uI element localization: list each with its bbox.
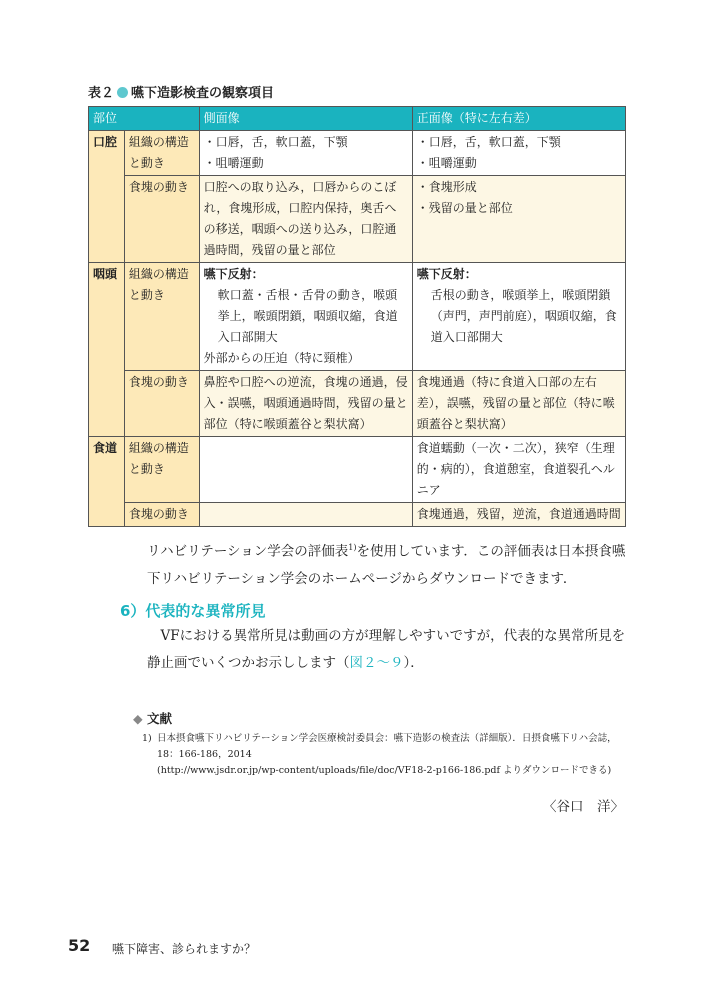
table-row (89, 437, 626, 503)
lateral-cell: 鼻腔や口腔への逆流，食塊の通過，侵入・誤嚥，咽頭通過時間，残留の量と部位（特に喉頭蓋谷と梨状窩） (199, 371, 412, 437)
line: ・咀嚼運動 (203, 156, 264, 170)
item-cell: 食塊の動き (124, 371, 199, 437)
frontal-cell: 食塊通過，残留，逆流，食道通過時間 (412, 503, 625, 527)
table-row (89, 263, 626, 371)
reference-number: 1) (142, 733, 152, 744)
detail: 軟口蓋・舌根・舌骨の動き，喉頭挙上，喉頭閉鎖，咽頭収縮，食道入口部開大 (217, 288, 398, 344)
item-cell: 食塊の動き (124, 176, 199, 263)
part-cell: 咽頭 (89, 263, 125, 437)
reference-url[interactable]: (http://www.jsdr.or.jp/wp-content/uploads/file/doc/VF18-2-p166-186.pdf よりダウンロードできる) (157, 765, 612, 776)
running-title: 嚥下障害、診られますか？ (112, 942, 257, 956)
frontal-cell (412, 131, 625, 176)
text: を使用しています．この評価表は日本摂食嚥下リハビリテーション学会のホームページからダウンロードできます． (147, 543, 626, 587)
section-heading: 6）代表的な異常所見 (120, 602, 266, 620)
lateral-cell (199, 503, 412, 527)
citation-sup[interactable]: 1) (348, 543, 357, 552)
label: 嚥下反射： (416, 267, 477, 281)
lateral-cell (199, 131, 412, 176)
lateral-cell (199, 437, 412, 503)
text: ）． (403, 655, 424, 671)
heading-text: 文献 (146, 711, 172, 726)
header-part: 部位 (89, 107, 200, 131)
line: ・口唇，舌，軟口蓋，下顎 (416, 135, 561, 149)
paragraph-1 (147, 534, 627, 593)
detail-extra: 外部からの圧迫（特に頸椎） (203, 351, 360, 365)
item-cell: 組織の構造と動き (124, 263, 199, 371)
lateral-cell (199, 263, 412, 371)
line: ・口唇，舌，軟口蓋，下顎 (203, 135, 348, 149)
table-row (89, 131, 626, 176)
table-row (89, 371, 626, 437)
bullet-dot-icon (117, 87, 128, 98)
item-cell: 食塊の動き (124, 503, 199, 527)
table-title: 嚥下造影検査の観察項目 (131, 86, 275, 101)
frontal-cell (412, 263, 625, 371)
part-cell: 食道 (89, 437, 125, 527)
item-cell: 組織の構造と動き (124, 131, 199, 176)
label: 嚥下反射： (203, 267, 264, 281)
references-heading (133, 709, 172, 727)
paragraph-2 (147, 623, 627, 677)
line: ・残留の量と部位 (416, 201, 513, 215)
frontal-cell (412, 176, 625, 263)
lateral-cell: 口腔への取り込み，口唇からのこぼれ，食塊形成，口腔内保持，奥舌への移送，咽頭への送り込み，口腔通過時間，残留の量と部位 (199, 176, 412, 263)
reference-item (142, 731, 627, 779)
table-row (89, 503, 626, 527)
part-cell: 口腔 (89, 131, 125, 263)
table-caption (88, 82, 274, 101)
text: リハビリテーション学会の評価表 (147, 543, 349, 560)
header-lateral: 側面像 (199, 107, 412, 131)
page-number: 52 (68, 936, 91, 955)
reference-text: 日本摂食嚥下リハビリテーション学会医療検討委員会：嚥下造影の検査法（詳細版）．日摂食嚥下リハ会誌，18：166-186，2014 (157, 733, 617, 760)
frontal-cell: 食塊通過（特に食道入口部の左右差），誤嚥，残留の量と部位（特に喉頭蓋谷と梨状窩） (412, 371, 625, 437)
table-label: 表２ (88, 86, 115, 101)
line: ・食塊形成 (416, 180, 477, 194)
author: 〈谷口 洋〉 (543, 799, 624, 815)
table-row (89, 176, 626, 263)
figure-reference-link[interactable]: 図２〜９ (349, 655, 404, 671)
item-cell: 組織の構造と動き (124, 437, 199, 503)
text: VFにおける異常所見は動画の方が理解しやすいですが，代表的な異常所見を静止画でいくつかお示しします（ (147, 628, 626, 671)
table-header (89, 107, 626, 131)
detail: 舌根の動き，喉頭挙上，喉頭閉鎖（声門，声門前庭），咽頭収縮，食道入口部開大 (430, 288, 617, 344)
diamond-icon: ◆ (133, 711, 143, 726)
frontal-cell: 食道蠕動（一次・二次），狭窄（生理的・病的），食道憩室，食道裂孔ヘルニア (412, 437, 625, 503)
observation-table (88, 106, 626, 527)
line: ・咀嚼運動 (416, 156, 477, 170)
header-frontal: 正面像（特に左右差） (412, 107, 625, 131)
